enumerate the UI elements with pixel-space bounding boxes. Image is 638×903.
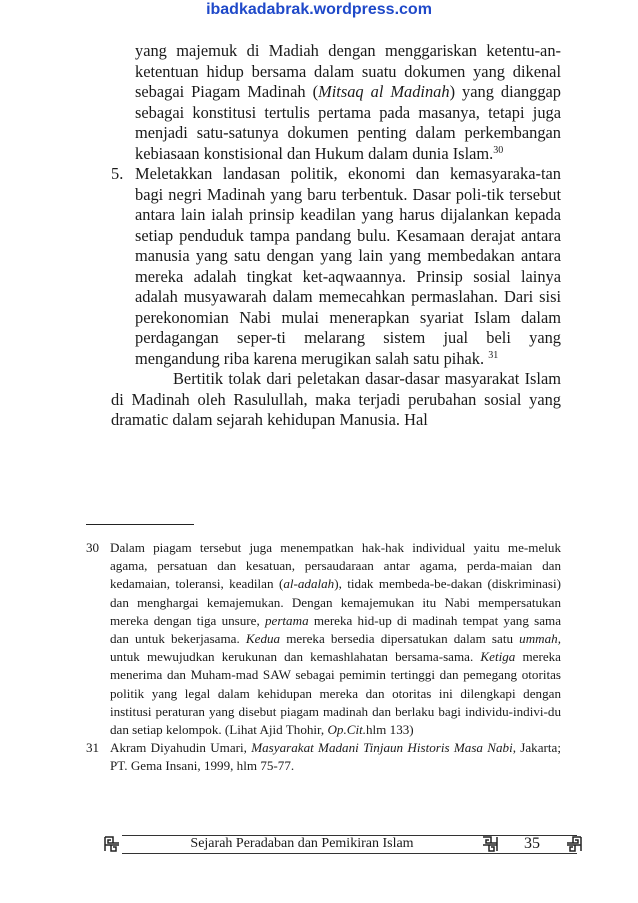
fret-ornament-icon xyxy=(566,835,582,853)
footnote-ref-31[interactable]: 31 xyxy=(488,349,499,361)
text-run: hlm 133) xyxy=(366,722,414,738)
footnote-31 xyxy=(86,739,561,775)
text-run: Akram Diyahudin Umari, xyxy=(110,740,252,756)
text-run: untuk mewujudkan kerukunan dan kemashlahatan bersama-sama. xyxy=(110,649,481,665)
footer-rule-bottom xyxy=(122,853,577,854)
text-run: ) yang dianggap sebagai konstitusi tertulis pertama pada masanya, tetapi juga menjadi satu-satunya dokumen penting dalam perkembangan kebiasaan konstisional dan Hukum dalam dunia Islam. xyxy=(135,82,561,163)
watermark: ibadkadabrak.wordpress.com xyxy=(206,1,432,18)
page-number: 35 xyxy=(524,835,540,852)
italic-term: pertama xyxy=(264,612,309,628)
footnote-30 xyxy=(86,539,561,739)
text-run: yang majemuk di Madiah dengan menggariskan ketentu-an-ketentuan hidup bersama dalam suatu dokumen yang dikenal sebagai Piagam Madinah ( xyxy=(135,41,561,101)
text-run: ), tidak membeda-be-dakan (diskriminasi) dan menghargai kemajemukan. Dengan kemajemukan itu Nabi mempersatukan mereka dengan tiga unsure, xyxy=(110,576,562,628)
footnote-number: 31 xyxy=(86,740,100,756)
italic-term: Masyarakat Madani Tinjaun Historis Masa Nabi xyxy=(251,740,513,756)
fret-ornament-icon xyxy=(482,835,498,853)
italic-term: ummah, xyxy=(519,631,561,647)
paragraph-continuation xyxy=(135,41,561,164)
footnotes xyxy=(86,539,561,776)
paragraph: Bertitik tolak dari peletakan dasar-dasar masyarakat Islam di Madinah oleh Rasulullah, maka terjadi perubahan sosial yang dramatic dalam sejarah kehidupan Manusia. Hal xyxy=(111,369,561,429)
text-run: , Jakarta; PT. Gema Insani, 1999, hlm 75-77. xyxy=(110,740,561,774)
list-item-5 xyxy=(111,164,561,369)
text-run: Dalam piagam tersebut juga menempatkan hak-hak individual yaitu me-meluk agama, persatuan dan kesatuan, persaudaraan antar agama, perda-maian dan kedamaian, toleransi, keadilan ( xyxy=(110,540,561,592)
text-run: mereka menerima dan Muham-mad SAW sebagai pemimin tertinggi dan pemegang otoritas politik yang legal dalam kehidupan mereka dan otoritas ini dilengkapi dengan institusi peraturan yang disebut piagam madinah dan berlaku bagi individu-indivi-du dan setiap kelompok. (Lihat Ajid Thohir, xyxy=(110,649,561,738)
list-number: 5. xyxy=(111,164,124,183)
list-item-text: Meletakkan landasan politik, ekonomi dan kemasyaraka-tan bagi negri Madinah yang baru terbentuk. Dasar poli-tik tersebut antara lain ialah prinsip keadilan yang harus dijalankan kepada setiap penduduk tampa pandang bulu. Kesamaan derajat antara manusia yang satu dengan yang lain yang membedakan antara mereka adalah tingkat ket-aqwaannya. Prinsip sosial lainya adalah musyawarah dalam memecahkan permaslahan. Dari sisi perekonomian Nabi mulai menerapkan syariat Islam dalam perdagangan seper-ti melarang sistem jual beli yang mengandung riba karena merugikan salah satu pihak. xyxy=(135,164,561,368)
italic-term: al-adalah xyxy=(283,576,335,592)
footnote-number: 30 xyxy=(86,540,100,555)
italic-term: Ketiga xyxy=(480,649,516,665)
italic-term: Op.Cit. xyxy=(327,722,366,738)
footnote-ref-30[interactable]: 30 xyxy=(493,144,504,156)
text-run: mereka bersedia dipersatukan dalam satu xyxy=(280,631,520,647)
text-run: mereka hid-up di madinah tempat yang sama dan untuk bekerjasama. xyxy=(110,612,562,647)
footnote-divider xyxy=(86,524,194,525)
main-body xyxy=(111,41,561,431)
italic-term: Mitsaq al Madinah xyxy=(318,82,450,101)
italic-term: Kedua xyxy=(245,631,281,647)
fret-ornament-icon xyxy=(104,835,120,853)
footer-title: Sejarah Peradaban dan Pemikiran Islam xyxy=(190,836,414,851)
page-footer xyxy=(104,832,582,856)
